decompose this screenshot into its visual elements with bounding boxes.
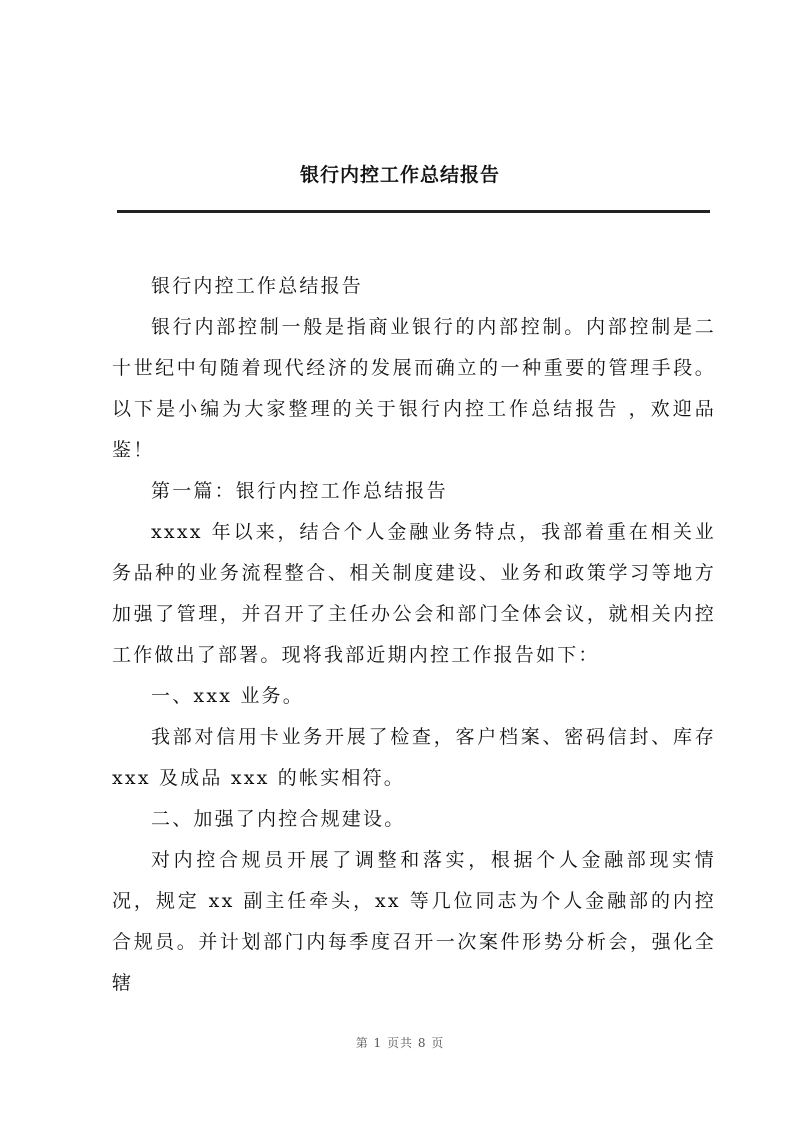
- paragraph-item-2-body: 对内控合规员开展了调整和落实，根据个人金融部现实情况，规定 xx 副主任牵头，xx 等几位同志为个人金融部的内控合规员。并计划部门内每季度召开一次案件形势分析会，强化全辖: [112, 849, 716, 994]
- document-body: [112, 266, 716, 1004]
- paragraph-item-1-body: 我部对信用卡业务开展了检查，客户档案、密码信封、库存 xxx 及成品 xxx 的帐实相符。: [112, 726, 716, 789]
- paragraph-item-2-title: 二、加强了内控合规建设。: [151, 808, 406, 830]
- paragraph-section-title: 第一篇：银行内控工作总结报告: [151, 480, 448, 502]
- paragraph-heading: 银行内控工作总结报告: [151, 275, 364, 297]
- document-title: 银行内控工作总结报告: [299, 164, 500, 186]
- page-number-footer: 第 1 页共 8 页: [355, 1036, 445, 1050]
- title-divider: [117, 210, 710, 213]
- paragraph-overview: xxxx 年以来，结合个人金融业务特点，我部着重在相关业务品种的业务流程整合、相关制度建设、业务和政策学习等地方加强了管理，并召开了主任办公会和部门全体会议，就相关内控工作做出了部署。现将我部近期内控工作报告如下：: [112, 521, 716, 666]
- paragraph-intro: 银行内部控制一般是指商业银行的内部控制。内部控制是二十世纪中旬随着现代经济的发展而确立的一种重要的管理手段。以下是小编为大家整理的关于银行内控工作总结报告 ，欢迎品鉴！: [112, 316, 716, 461]
- paragraph-item-1-title: 一、xxx 业务。: [151, 685, 304, 707]
